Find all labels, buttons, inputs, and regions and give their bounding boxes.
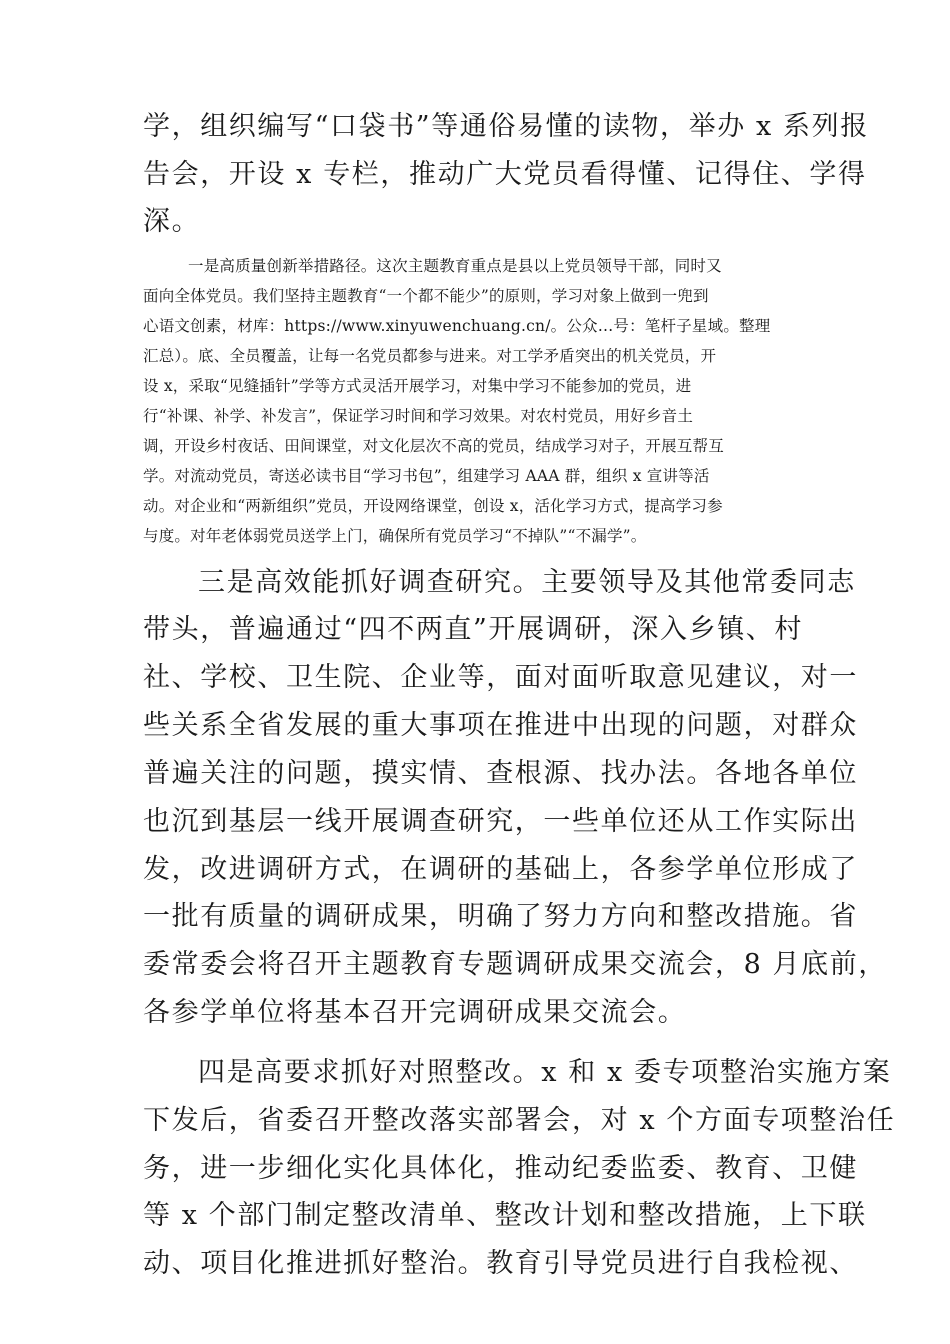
text-line: 带头，普遍通过“四不两直”开展调研，深入乡镇、村 <box>143 614 804 645</box>
text-line: 一批有质量的调研成果，明确了努力方向和整改措施。省 <box>143 901 858 932</box>
text-line: 学。对流动党员，寄送必读书目“学习书包”，组建学习 AAA 群，组织 x 宣讲等活 <box>143 467 710 485</box>
text-line: 面向全体党员。我们坚持主题教育“一个都不能少”的原则，学习对象上做到一兜到 <box>143 287 709 305</box>
text-line: 务，进一步细化实化具体化，推动纪委监委、教育、卫健 <box>143 1153 858 1184</box>
text-line: 调，开设乡村夜话、田间课堂，对文化层次不高的党员，结成学习对子，开展互帮互 <box>143 437 724 455</box>
text-line: 与度。对年老体弱党员送学上门，确保所有党员学习“不掉队”“不漏学”。 <box>143 527 647 545</box>
text-line: 动、项目化推进抓好整治。教育引导党员进行自我检视、 <box>143 1248 858 1279</box>
text-line: 汇总）。底、全员覆盖，让每一名党员都参与进来。对工学矛盾突出的机关党员，开 <box>143 347 717 365</box>
text-line: 委常委会将召开主题教育专题调研成果交流会，8 月底前， <box>143 949 887 980</box>
text-line: 些关系全省发展的重大事项在推进中出现的问题，对群众 <box>143 710 858 741</box>
text-line: 行“补课、补学、补发言”，保证学习时间和学习效果。对农村党员，用好乡音土 <box>143 407 694 425</box>
text-line: 下发后，省委召开整改落实部署会，对 x 个方面专项整治任 <box>143 1105 896 1136</box>
text-line: 也沉到基层一线开展调查研究，一些单位还从工作实际出 <box>143 806 858 837</box>
text-line: 四是高要求抓好对照整改。x 和 x 委专项整治实施方案 <box>198 1057 892 1088</box>
text-line: 学，组织编写“口袋书”等通俗易懂的读物，举办 x 系列报 <box>143 111 869 142</box>
text-line: 普遍关注的问题，摸实情、查根源、找办法。各地各单位 <box>143 758 858 789</box>
text-line: 发，改进调研方式，在调研的基础上，各参学单位形成了 <box>143 854 858 885</box>
text-line: 各参学单位将基本召开完调研成果交流会。 <box>143 997 687 1028</box>
text-line: 等 x 个部门制定整改清单、整改计划和整改措施，上下联 <box>143 1200 867 1231</box>
text-line: 一是高质量创新举措路径。这次主题教育重点是县以上党员领导干部，同时又 <box>188 257 722 275</box>
text-line: 设 x，采取“见缝插针”学等方式灵活开展学习，对集中学习不能参加的党员，进 <box>143 377 692 395</box>
text-line: 社、学校、卫生院、企业等，面对面听取意见建议，对一 <box>143 662 858 693</box>
text-line: 心语文创素，材库：https://www.xinyuwenchuang.cn/。公众…号：笔杆子星域。整理 <box>143 317 771 335</box>
text-line: 告会，开设 x 专栏，推动广大党员看得懂、记得住、学得 <box>143 159 867 190</box>
text-line: 三是高效能抓好调查研究。主要领导及其他常委同志 <box>198 567 856 598</box>
text-line: 动。对企业和“两新组织”党员，开设网络课堂，创设 x，活化学习方式，提高学习参 <box>143 497 723 515</box>
text-line: 深。 <box>143 206 201 237</box>
